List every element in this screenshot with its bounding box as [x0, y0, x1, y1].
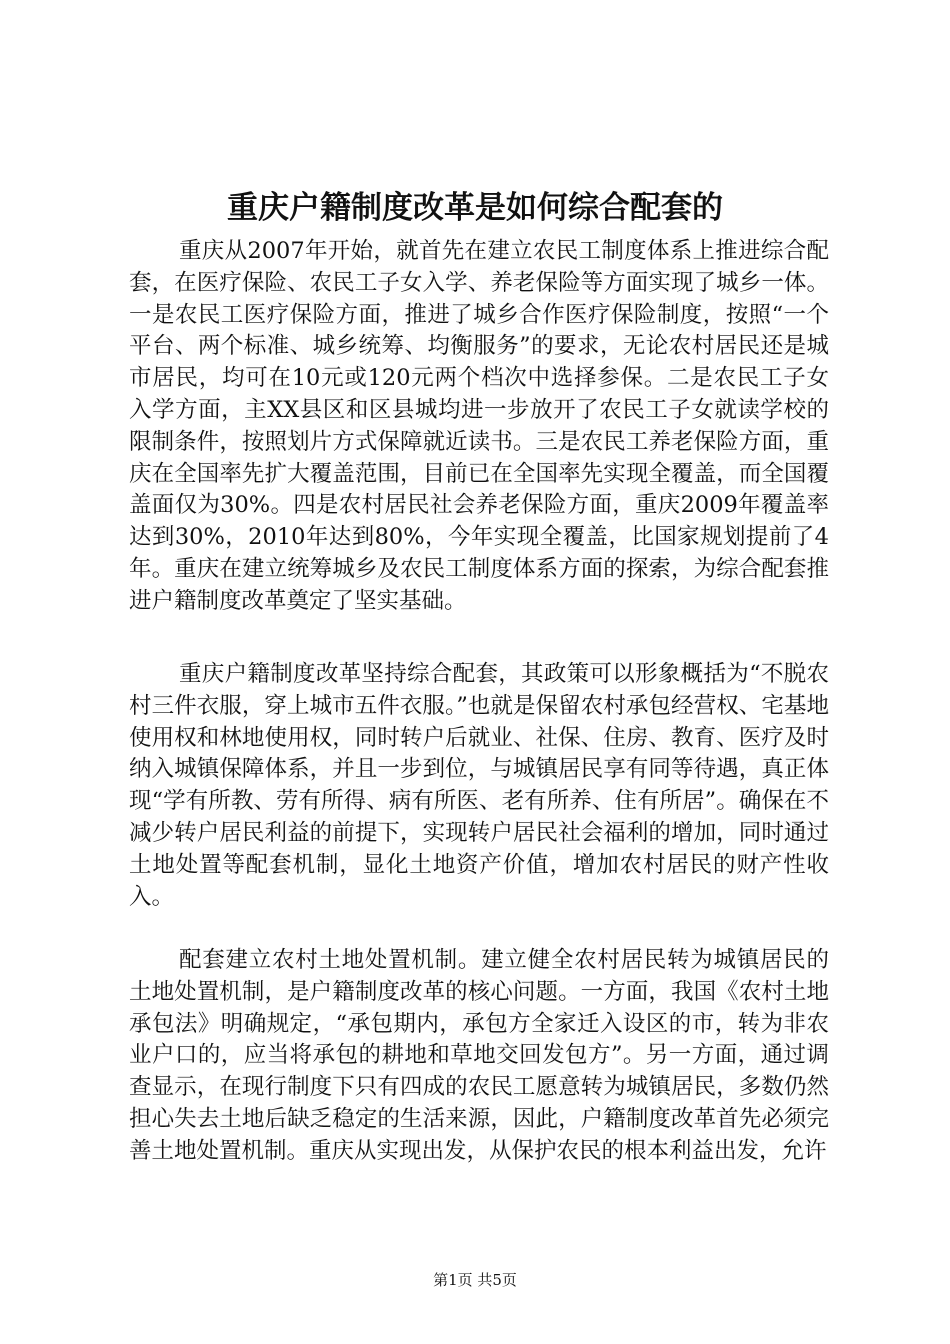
body-paragraph: 重庆从2007年开始，就首先在建立农民工制度体系上推进综合配套，在医疗保险、农民工子女入学、养老保险等方面实现了城乡一体。一是农民工医疗保险方面，推进了城乡合作医疗保险制度，按照“一个平台、两个标准、城乡统筹、均衡服务”的要求，无论农村居民还是城市居民，均可在10元或120元两个档次中选择参保。二是农民工子女入学方面，主XX县区和区县城均进一步放开了农民工子女就读学校的限制条件，按照划片方式保障就近读书。三是农民工养老保险方面，重庆在全国率先扩大覆盖范围，目前已在全国率先实现全覆盖，而全国覆盖面仅为30%。四是农村居民社会养老保险方面，重庆2009年覆盖率达到30%，2010年达到80%，今年实现全覆盖，比国家规划提前了4年。重庆在建立统筹城乡及农民工制度体系方面的探索，为综合配套推进户籍制度改革奠定了坚实基础。	[129, 238, 829, 614]
body-paragraph: 重庆户籍制度改革坚持综合配套，其政策可以形象概括为“不脱农村三件衣服，穿上城市五件衣服。”也就是保留农村承包经营权、宅基地使用权和林地使用权，同时转户后就业、社保、住房、教育、医疗及时纳入城镇保障体系，并且一步到位，与城镇居民享有同等待遇，真正体现“学有所教、劳有所得、病有所医、老有所养、住有所居”。确保在不减少转户居民利益的前提下，实现转户居民社会福利的增加，同时通过土地处置等配套机制，显化土地资产价值，增加农村居民的财产性收入。	[129, 661, 829, 910]
page-number-footer: 第1页 共5页	[433, 1271, 517, 1289]
document-title: 重庆户籍制度改革是如何综合配套的	[227, 190, 723, 226]
body-paragraph: 配套建立农村土地处置机制。建立健全农村居民转为城镇居民的土地处置机制，是户籍制度改革的核心问题。一方面，我国《农村土地承包法》明确规定，“承包期内，承包方全家迁入设区的市，转为非农业户口的，应当将承包的耕地和草地交回发包方”。另一方面，通过调查显示，在现行制度下只有四成的农民工愿意转为城镇居民，多数仍然担心失去土地后缺乏稳定的生活来源，因此，户籍制度改革首先必须完善土地处置机制。重庆从实现出发，从保护农民的根本利益出发，允许	[129, 947, 829, 1164]
